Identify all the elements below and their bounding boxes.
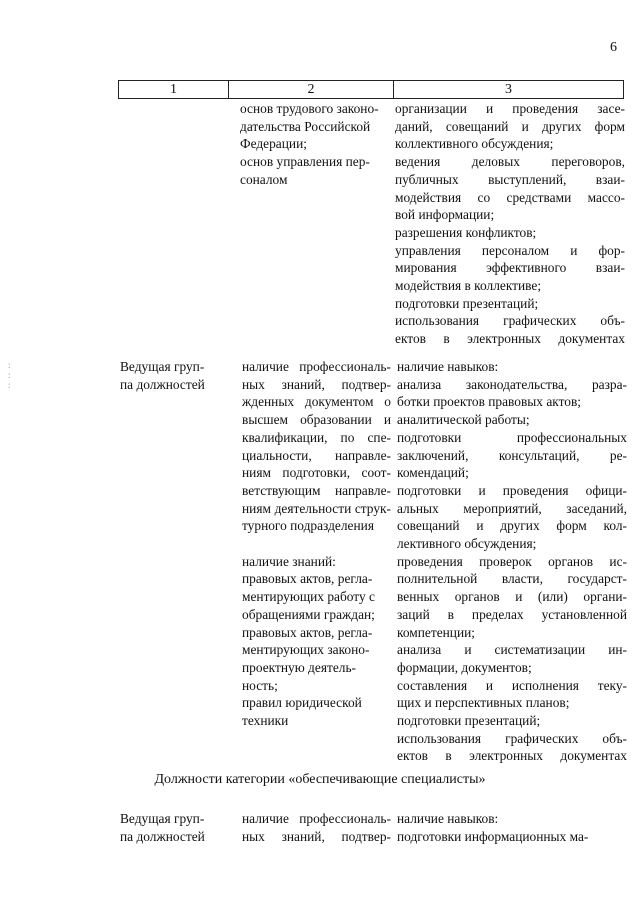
row2-col3 bbox=[395, 358, 627, 765]
text-line: наличие профессиональ- bbox=[242, 811, 391, 826]
text-line: Федерации; bbox=[240, 136, 307, 152]
text-line: ниям подготовки, соот- bbox=[242, 465, 391, 481]
text-line: наличие навыков: bbox=[397, 811, 499, 826]
text-line: проведения проверок органов ис- bbox=[397, 553, 627, 569]
scan-margin-marks: : : : bbox=[8, 360, 11, 390]
text-line: основ управления пер- bbox=[240, 154, 370, 170]
text-line: лективного обсуждения; bbox=[397, 536, 537, 552]
row3-col3 bbox=[395, 810, 627, 845]
text-line: ведения деловых переговоров, bbox=[395, 154, 625, 170]
row3-col1 bbox=[118, 810, 230, 845]
text-line: циальности, направле- bbox=[242, 447, 391, 463]
text-line: вой информации; bbox=[395, 207, 495, 223]
text-line: основ трудового законо- bbox=[240, 101, 379, 116]
text-line: мирования эффективного взаи- bbox=[395, 260, 625, 276]
text-line: ных знаний, подтвер- bbox=[242, 376, 391, 392]
text-line: использования графических объ- bbox=[395, 313, 625, 329]
section-heading: Должности категории «обеспечивающие специалисты» bbox=[154, 772, 486, 787]
text-line: ментирующих законо- bbox=[242, 642, 370, 658]
text-line: наличие знаний: bbox=[242, 553, 336, 569]
row2-col1 bbox=[118, 358, 230, 393]
header-col-3: 3 bbox=[394, 81, 624, 99]
text-line: наличие профессиональ- bbox=[242, 359, 391, 374]
row2-col2 bbox=[230, 358, 395, 730]
row3-col2 bbox=[230, 810, 395, 845]
text-line: ектов в электронных документах bbox=[397, 748, 627, 764]
text-line: соналом bbox=[240, 171, 288, 187]
text-line: совещаний и других форм кол- bbox=[397, 518, 627, 534]
header-col-1: 1 bbox=[119, 81, 229, 99]
text-line: жденных документом о bbox=[242, 394, 391, 410]
row1-col3 bbox=[393, 100, 625, 348]
text-line: даний, совещаний и других форм bbox=[395, 118, 625, 134]
text-line: правовых актов, регла- bbox=[242, 624, 373, 640]
table-row-1 bbox=[118, 100, 623, 348]
text-line: ных знаний, подтвер- bbox=[242, 828, 391, 844]
text-line: па должностей bbox=[120, 376, 205, 392]
text-line: правовых актов, регла- bbox=[242, 571, 373, 587]
row1-col2 bbox=[228, 100, 393, 189]
text-line: подготовки и проведения офици- bbox=[397, 482, 627, 498]
table-header bbox=[118, 80, 624, 99]
text-line: щих и перспективных планов; bbox=[397, 695, 570, 711]
text-line: ветствующим направле- bbox=[242, 482, 391, 498]
text-line: коллективного обсуждения; bbox=[395, 136, 554, 152]
text-line: обращениями граждан; bbox=[242, 606, 375, 622]
text-line: подготовки профессиональных bbox=[397, 429, 627, 445]
header-col-2: 2 bbox=[229, 81, 394, 99]
text-line: анализа и систематизации ин- bbox=[397, 642, 627, 658]
text-line: Ведущая груп- bbox=[120, 359, 205, 374]
text-line: высшем образовании и bbox=[242, 412, 391, 428]
text-line: формации, документов; bbox=[397, 659, 532, 675]
text-line: подготовки презентаций; bbox=[395, 295, 539, 311]
text-line: ботки проектов правовых актов; bbox=[397, 394, 582, 410]
text-line: турного подразделения bbox=[242, 518, 374, 534]
text-line: аналитической работы; bbox=[397, 412, 530, 428]
text-line: венных органов и (или) органи- bbox=[397, 589, 627, 605]
text-line: ментирующих работу с bbox=[242, 589, 375, 605]
text-line: па должностей bbox=[120, 828, 205, 844]
text-line: подготовки информационных ма- bbox=[397, 828, 589, 844]
text-line: ектов в электронных документах bbox=[395, 331, 625, 347]
text-line: подготовки презентаций; bbox=[397, 713, 541, 729]
text-line: квалификации, по спе- bbox=[242, 429, 391, 445]
text-line: компетенции; bbox=[397, 624, 476, 640]
page-number: 6 bbox=[610, 40, 617, 55]
text-line: ниям деятельности струк- bbox=[242, 500, 391, 516]
text-line: публичных выступлений, взаи- bbox=[395, 171, 625, 187]
text-line: использования графических объ- bbox=[397, 730, 627, 746]
text-line: Ведущая груп- bbox=[120, 811, 205, 826]
text-line: управления персоналом и фор- bbox=[395, 242, 625, 258]
text-line: правил юридической bbox=[242, 695, 362, 711]
text-line: наличие навыков: bbox=[397, 359, 499, 374]
text-line: ность; bbox=[242, 677, 278, 693]
text-line: альных мероприятий, заседаний, bbox=[397, 500, 627, 516]
text-line: разрешения конфликтов; bbox=[395, 224, 537, 240]
text-line: модействия со средствами массо- bbox=[395, 189, 625, 205]
text-line: заключений, консультаций, ре- bbox=[397, 447, 627, 463]
text-line: техники bbox=[242, 713, 289, 729]
text-line: анализа законодательства, разра- bbox=[397, 376, 627, 392]
text-line: организации и проведения засе- bbox=[395, 101, 625, 116]
table-row-3 bbox=[118, 810, 623, 845]
text-line: модействия в коллективе; bbox=[395, 278, 542, 294]
text-line: составления и исполнения теку- bbox=[397, 677, 627, 693]
text-line: дательства Российской bbox=[240, 118, 371, 134]
table-row-2 bbox=[118, 358, 627, 765]
text-line: заций в пределах установленной bbox=[397, 606, 627, 622]
text-line: полнительной власти, государст- bbox=[397, 571, 627, 587]
text-line: комендаций; bbox=[397, 465, 469, 481]
text-line: проектную деятель- bbox=[242, 659, 357, 675]
